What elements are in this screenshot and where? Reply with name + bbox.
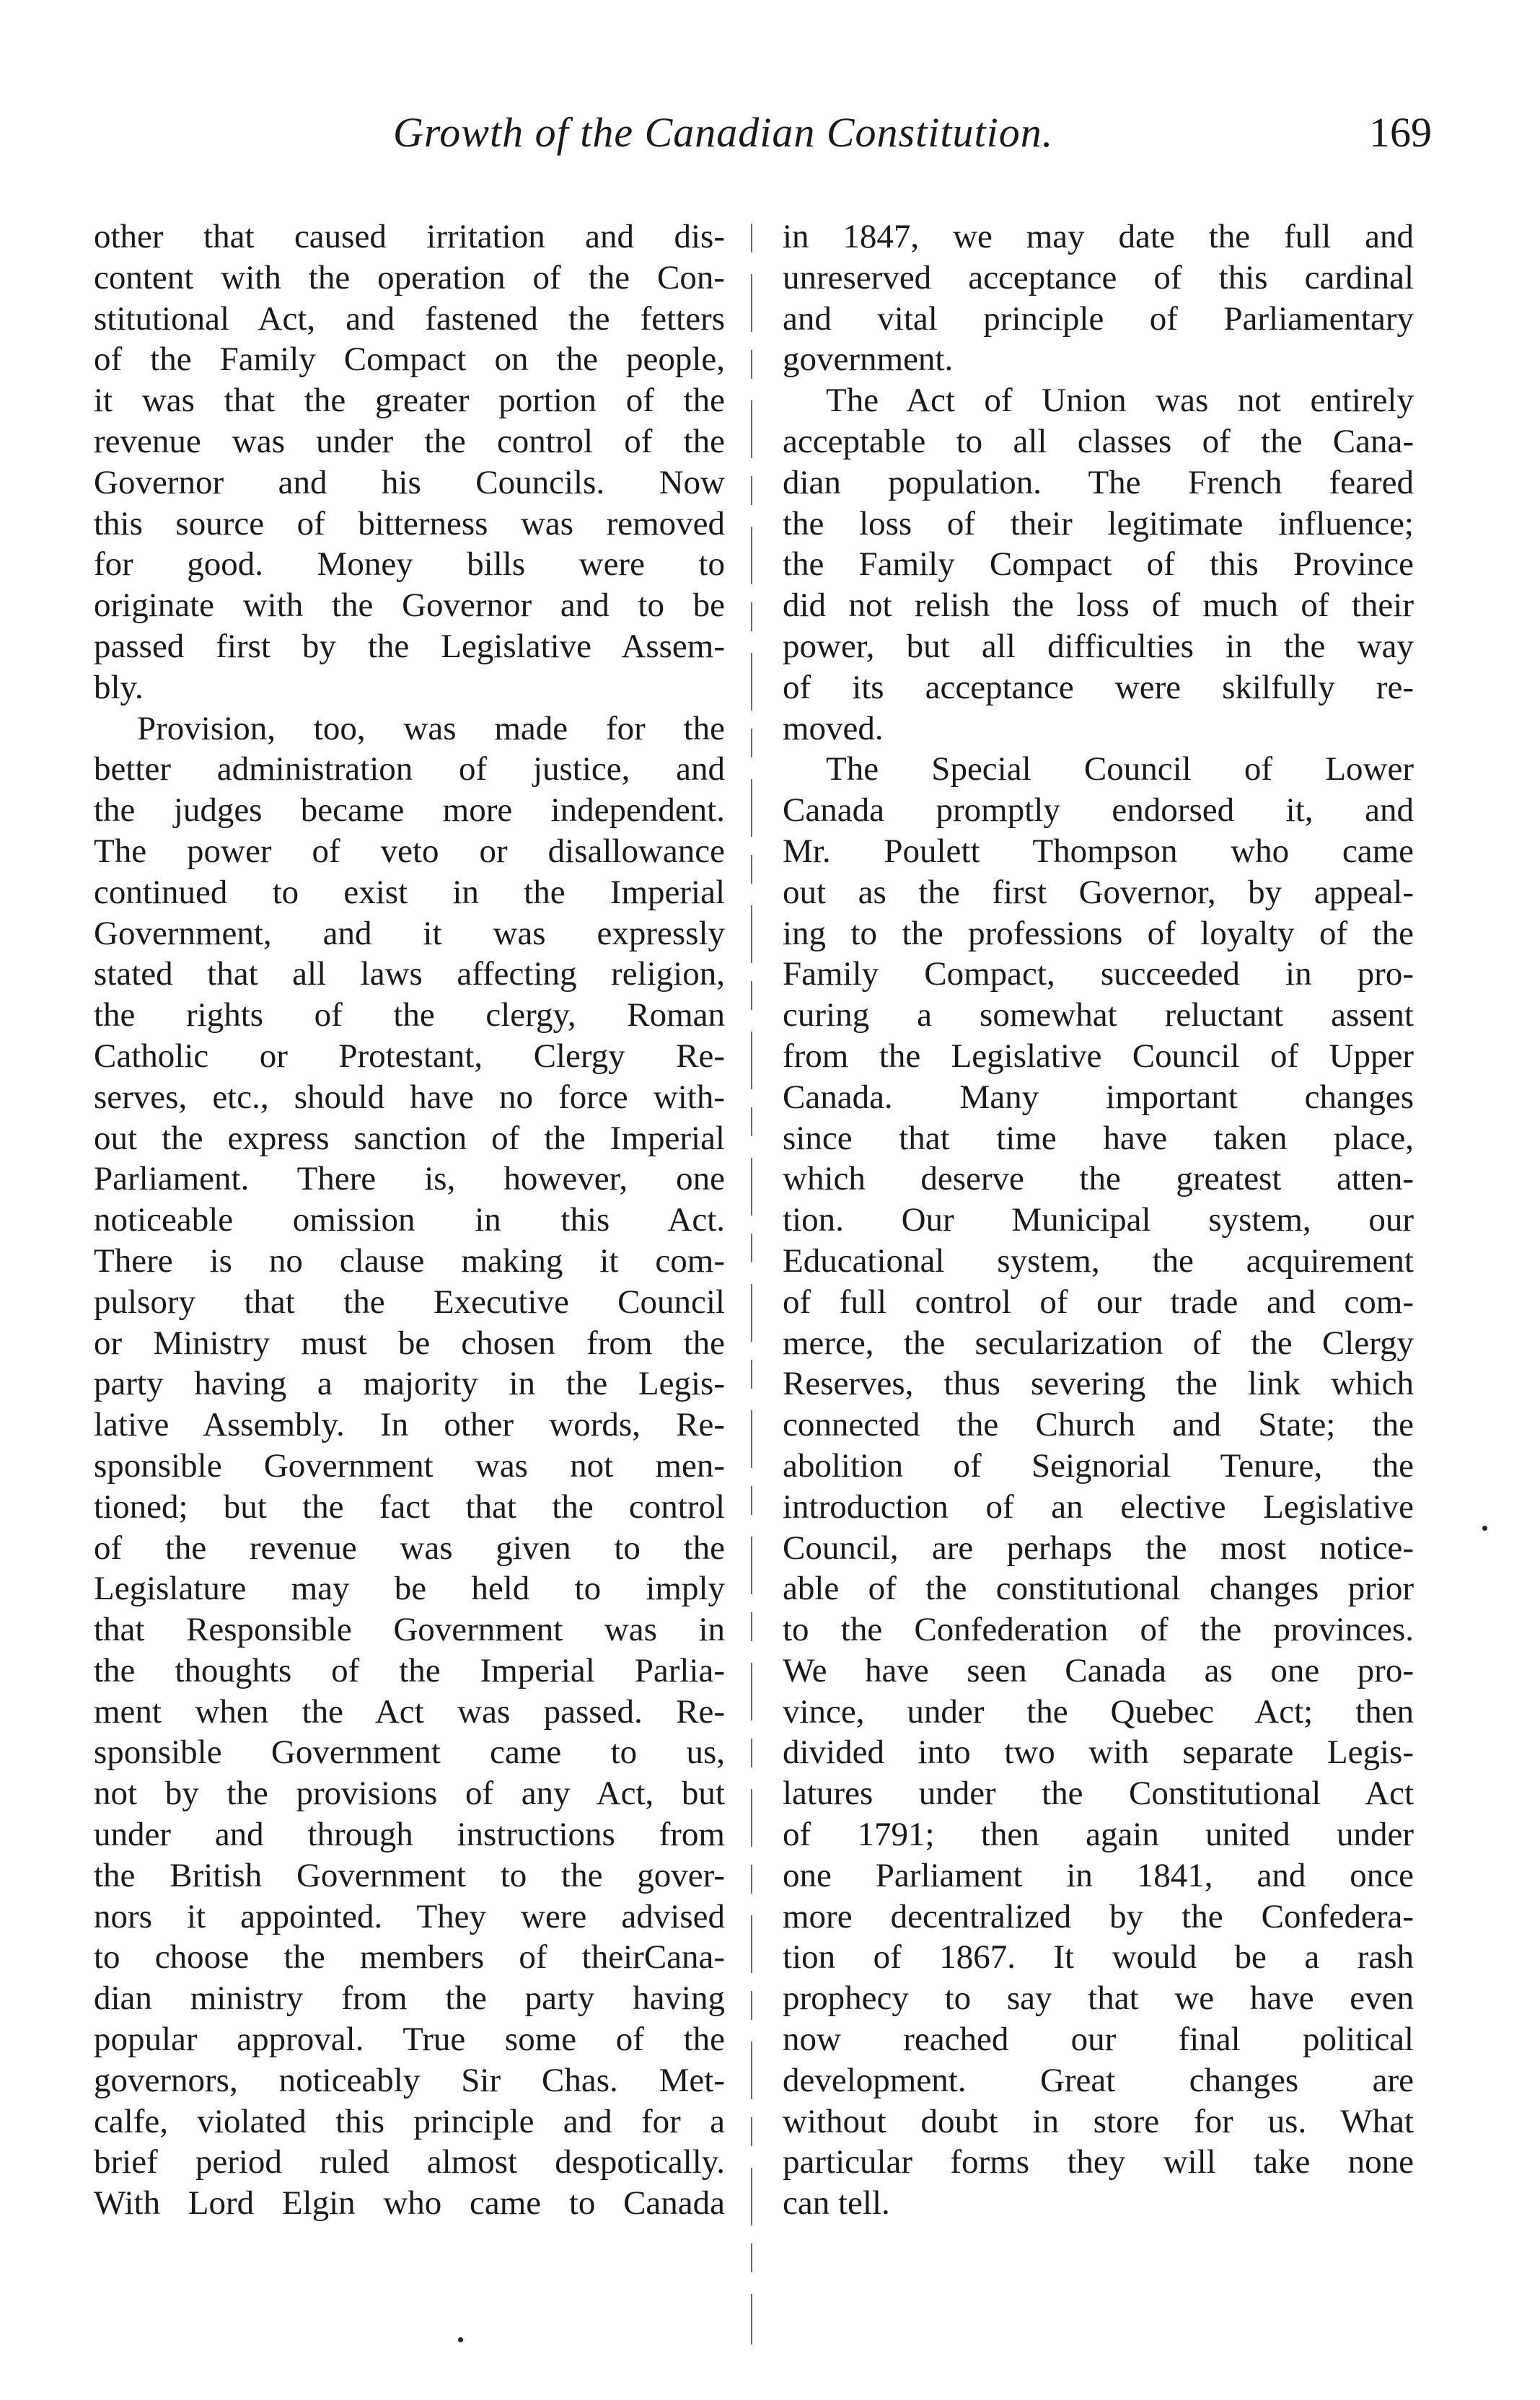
- text-line: popular approval. True some of the: [94, 2021, 725, 2059]
- text-line: ment when the Act was passed. Re-: [94, 1692, 725, 1731]
- text-line: other that caused irritation and dis-: [94, 218, 725, 255]
- text-line: Catholic or Protestant, Clergy Re-: [94, 1037, 725, 1075]
- text-line: With Lord Elgin who came to Canada: [94, 2184, 725, 2223]
- text-line: the judges became more independent.: [94, 791, 725, 830]
- text-line: of full control of our trade and com-: [783, 1283, 1414, 1321]
- text-line: Government, and it was expressly: [94, 914, 725, 952]
- text-line: tion. Our Municipal system, our: [783, 1201, 1414, 1239]
- text-line: particular forms they will take none: [783, 2143, 1414, 2181]
- text-line: continued to exist in the Imperial: [94, 873, 725, 911]
- text-line: more decentralized by the Confedera-: [783, 1897, 1414, 1935]
- text-line: from the Legislative Council of Upper: [783, 1037, 1414, 1075]
- text-line: passed first by the Legislative Assem-: [94, 627, 725, 665]
- text-line: now reached our final political: [783, 2021, 1414, 2059]
- text-line: latures under the Constitutional Act: [783, 1775, 1414, 1813]
- text-line: in 1847, we may date the full and: [783, 218, 1414, 255]
- text-line: of the revenue was given to the: [94, 1529, 725, 1567]
- text-line: ing to the professions of loyalty of the: [783, 914, 1414, 952]
- left-text-column: [94, 216, 725, 2224]
- text-line: The Special Council of Lower: [826, 750, 1414, 788]
- text-line: to choose the members of theirCana-: [94, 1938, 725, 1977]
- text-line: introduction of an elective Legislative: [783, 1487, 1414, 1526]
- text-line: content with the operation of the Con-: [94, 258, 725, 296]
- text-line: of its acceptance were skilfully re-: [783, 668, 1414, 706]
- text-line: Provision, too, was made for the: [137, 709, 725, 747]
- text-line: There is no clause making it com-: [94, 1241, 725, 1280]
- text-line: the thoughts of the Imperial Parlia-: [94, 1651, 725, 1689]
- text-line: dian population. The French feared: [783, 463, 1414, 501]
- text-line: divided into two with separate Legis-: [783, 1733, 1414, 1772]
- text-line: out as the first Governor, by appeal-: [783, 873, 1414, 911]
- text-line: Canada promptly endorsed it, and: [783, 791, 1414, 830]
- text-line: lative Assembly. In other words, Re-: [94, 1406, 725, 1444]
- text-line: sponsible Government was not men-: [94, 1446, 725, 1485]
- text-line: the Family Compact of this Province: [783, 545, 1414, 584]
- text-line: since that time have taken place,: [783, 1119, 1414, 1157]
- text-line: did not relish the loss of much of their: [783, 586, 1414, 625]
- text-line: The power of veto or disallowance: [94, 832, 725, 870]
- text-line: stitutional Act, and fastened the fetters: [94, 299, 725, 338]
- text-line: serves, etc., should have no force with-: [94, 1078, 725, 1116]
- text-line: under and through instructions from: [94, 1816, 725, 1854]
- text-line: development. Great changes are: [783, 2061, 1414, 2099]
- text-line: abolition of Seignorial Tenure, the: [783, 1446, 1414, 1485]
- print-speck: [1482, 1526, 1487, 1531]
- text-line: curing a somewhat reluctant assent: [783, 996, 1414, 1034]
- text-line: Parliament. There is, however, one: [94, 1160, 725, 1198]
- text-line: Reserves, thus severing the link which: [783, 1365, 1414, 1403]
- right-text-column: [783, 216, 1414, 2224]
- page-number: 169: [1369, 109, 1432, 156]
- text-line: revenue was under the control of the: [94, 422, 725, 460]
- text-line: able of the constitutional changes prior: [783, 1570, 1414, 1608]
- column-divider: [751, 224, 752, 2344]
- text-line: moved.: [783, 709, 884, 747]
- text-line: governors, noticeably Sir Chas. Met-: [94, 2061, 725, 2099]
- text-line: the loss of their legitimate influence;: [783, 504, 1414, 542]
- text-line: vince, under the Quebec Act; then: [783, 1692, 1414, 1731]
- text-line: nors it appointed. They were advised: [94, 1897, 725, 1935]
- text-line: government.: [783, 340, 954, 379]
- text-line: prophecy to say that we have even: [783, 1979, 1414, 2018]
- text-line: Canada. Many important changes: [783, 1078, 1414, 1116]
- text-line: brief period ruled almost despotically.: [94, 2143, 725, 2181]
- text-line: can tell.: [783, 2184, 890, 2223]
- text-line: originate with the Governor and to be: [94, 586, 725, 625]
- print-speck: [458, 2337, 463, 2342]
- text-line: tion of 1867. It would be a rash: [783, 1938, 1414, 1977]
- text-line: and vital principle of Parliamentary: [783, 299, 1414, 338]
- text-line: Educational system, the acquirement: [783, 1241, 1414, 1280]
- text-line: bly.: [94, 668, 144, 706]
- text-line: stated that all laws affecting religion,: [94, 955, 725, 993]
- running-head: [0, 108, 1540, 173]
- running-title: Growth of the Canadian Constitution.: [393, 109, 1054, 156]
- text-line: that Responsible Government was in: [94, 1611, 725, 1649]
- text-line: out the express sanction of the Imperial: [94, 1119, 725, 1157]
- text-line: noticeable omission in this Act.: [94, 1201, 725, 1239]
- text-line: the rights of the clergy, Roman: [94, 996, 725, 1034]
- text-line: for good. Money bills were to: [94, 545, 725, 584]
- text-line: Governor and his Councils. Now: [94, 463, 725, 501]
- text-line: tioned; but the fact that the control: [94, 1487, 725, 1526]
- text-line: connected the Church and State; the: [783, 1406, 1414, 1444]
- text-line: to the Confederation of the provinces.: [783, 1611, 1414, 1649]
- text-line: party having a majority in the Legis-: [94, 1365, 725, 1403]
- text-line: power, but all difficulties in the way: [783, 627, 1414, 665]
- text-line: better administration of justice, and: [94, 750, 725, 788]
- text-line: of the Family Compact on the people,: [94, 340, 725, 379]
- text-line: Council, are perhaps the most notice-: [783, 1529, 1414, 1567]
- text-line: it was that the greater portion of the: [94, 382, 725, 420]
- text-line: one Parliament in 1841, and once: [783, 1856, 1414, 1894]
- text-line: We have seen Canada as one pro-: [783, 1651, 1414, 1689]
- text-line: the British Government to the gover-: [94, 1856, 725, 1894]
- text-line: Mr. Poulett Thompson who came: [783, 832, 1414, 870]
- text-line: or Ministry must be chosen from the: [94, 1324, 725, 1362]
- text-line: Family Compact, succeeded in pro-: [783, 955, 1414, 993]
- text-line: pulsory that the Executive Council: [94, 1283, 725, 1321]
- text-line: dian ministry from the party having: [94, 1979, 725, 2018]
- text-line: The Act of Union was not entirely: [826, 382, 1414, 420]
- text-line: merce, the secularization of the Clergy: [783, 1324, 1414, 1362]
- text-line: which deserve the greatest atten-: [783, 1160, 1414, 1198]
- text-line: this source of bitterness was removed: [94, 504, 725, 542]
- text-line: of 1791; then again united under: [783, 1816, 1414, 1854]
- text-line: Legislature may be held to imply: [94, 1570, 725, 1608]
- text-line: calfe, violated this principle and for a: [94, 2102, 725, 2140]
- text-line: acceptable to all classes of the Cana-: [783, 422, 1414, 460]
- text-line: unreserved acceptance of this cardinal: [783, 258, 1414, 296]
- text-line: not by the provisions of any Act, but: [94, 1775, 725, 1813]
- text-line: without doubt in store for us. What: [783, 2102, 1414, 2140]
- text-line: sponsible Government came to us,: [94, 1733, 725, 1772]
